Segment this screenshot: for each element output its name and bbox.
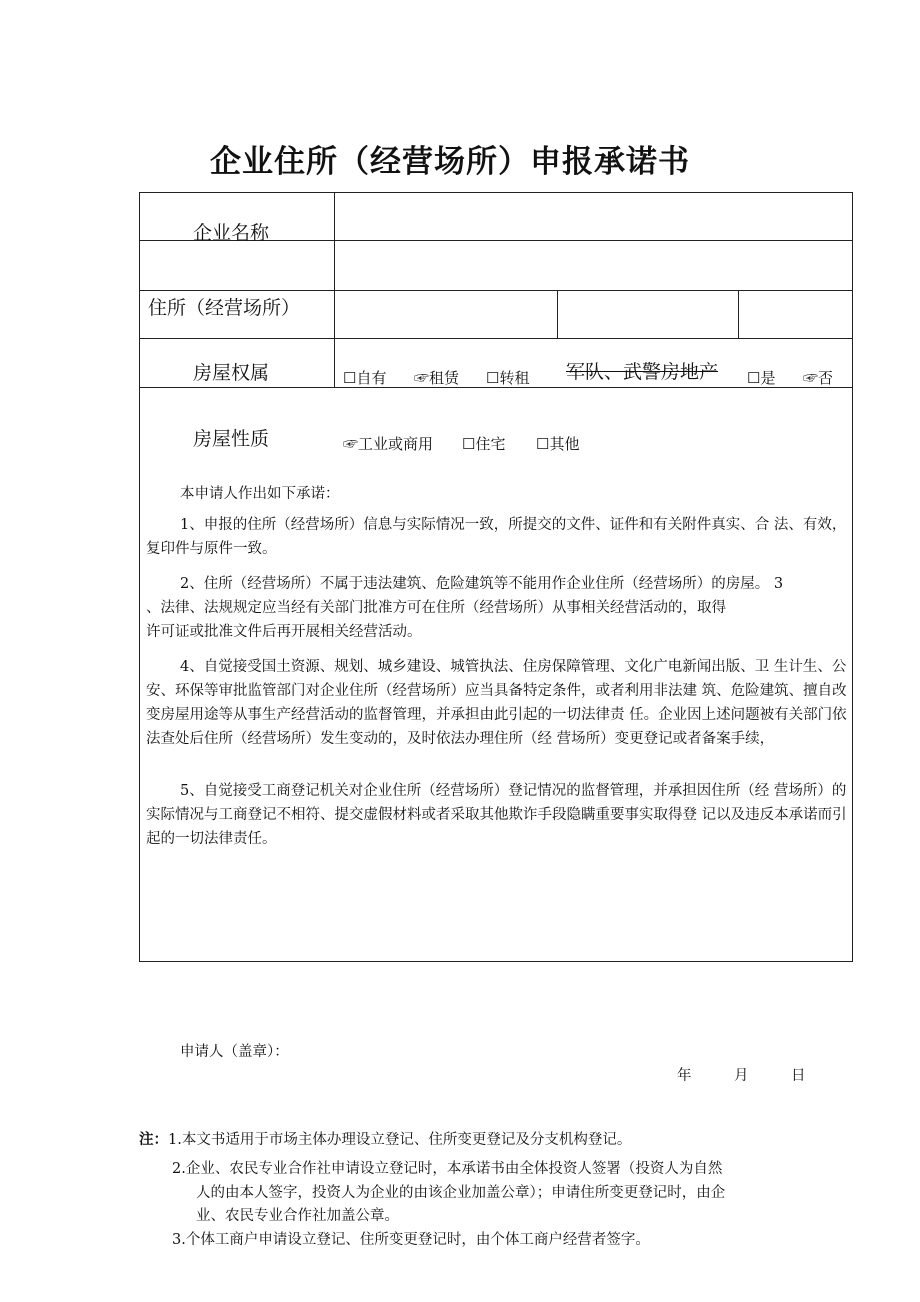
ownership-option-sublease[interactable]: ☐转租 xyxy=(486,369,530,387)
row-divider xyxy=(139,290,853,291)
statement-item-3: 、法律、法规规定应当经有关部门批准方可在住所（经营场所）从事相关经营活动的，取得 xyxy=(146,600,726,616)
company-name-label: 企业名称 xyxy=(193,222,270,244)
date-year: 年 xyxy=(677,1068,692,1084)
address-field-1[interactable] xyxy=(340,294,552,334)
address-field-2[interactable] xyxy=(562,294,734,334)
note-prefix: 注： xyxy=(139,1131,168,1148)
statement-item-2: 2、住所（经营场所）不属于违法建筑、危险建筑等不能用作企业住所（经营场所）的房屋。 3 xyxy=(180,576,784,592)
note-1-text: 1.本文书适用于市场主体办理设立登记、住所变更登记及分支机构登记。 xyxy=(168,1132,632,1148)
military-property-label: 军队、武警房地产 xyxy=(566,361,719,383)
note-2-line-3: 业、农民专业合作社加盖公章。 xyxy=(196,1208,399,1224)
nature-commercial-label: 工业或商用 xyxy=(358,435,434,453)
note-3: 3.个体工商户申请设立登记、住所变更登记时，由个体工商户经营者签字。 xyxy=(172,1232,650,1248)
company-name-field[interactable] xyxy=(340,196,848,236)
statement-item-1: 1、申报的住所（经营场所）信息与实际情况一致，所提交的文件、证件和有关附件真实、合 法、有效，复印件与原件一致。 xyxy=(146,517,847,557)
statement-item-3-cont: 许可证或批准文件后再开展相关经营活动。 xyxy=(146,624,422,640)
note-2-line-1: 2.企业、农民专业合作社申请设立登记时，本承诺书由全体投资人签署（投资人为自然 xyxy=(172,1161,723,1177)
column-divider xyxy=(557,290,558,338)
date-day: 日 xyxy=(791,1068,806,1084)
address-field-3[interactable] xyxy=(743,294,849,334)
nature-option-other[interactable]: ☐其他 xyxy=(536,435,580,453)
military-option-no[interactable]: ☞否 xyxy=(803,369,834,387)
statement-item-5: 5、自觉接受工商登记机关对企业住所（经营场所）登记情况的监督管理，并承担因住所（经 营场所）的实际情况与工商登记不相符、提交虚假材料或者采取其他欺诈手段隐瞒重要事实取得登 记以及违反本承诺而引起的一切法律责任。 xyxy=(146,783,847,847)
ownership-lease-label: 租赁 xyxy=(429,369,460,387)
ownership-owned-label: 自有 xyxy=(356,369,387,387)
ownership-option-owned[interactable]: ☐自有 xyxy=(343,369,387,387)
statement-intro: 本申请人作出如下承诺： xyxy=(180,486,340,502)
address-label: 住所（经营场所） xyxy=(148,297,301,319)
nature-option-residential[interactable]: ☐住宅 xyxy=(462,435,506,453)
nature-other-label: 其他 xyxy=(549,435,580,453)
note-1 xyxy=(139,1128,631,1149)
nature-option-commercial[interactable]: ☞工业或商用 xyxy=(343,435,434,453)
row-divider xyxy=(139,338,853,339)
nature-label: 房屋性质 xyxy=(193,428,270,450)
applicant-label: 申请人（盖章）： xyxy=(180,1044,289,1060)
column-divider xyxy=(334,192,335,387)
date-month: 月 xyxy=(734,1068,749,1084)
note-2-line-2: 人的由本人签字，投资人为企业的由该企业加盖公章）；申请住所变更登记时，由企 xyxy=(196,1185,726,1201)
military-option-yes[interactable]: ☐是 xyxy=(747,369,776,387)
military-yes-label: 是 xyxy=(760,369,776,387)
column-divider xyxy=(738,290,739,338)
nature-residential-label: 住宅 xyxy=(475,435,506,453)
statement-item-4: 4、自觉接受国土资源、规划、城乡建设、城管执法、住房保障管理、文化广电新闻出版、卫 生计生、公安、环保等审批监管部门对企业住所（经营场所）应当具备特定条件，或者利用非法建 筑、危险建筑、擅自改变房屋用途等从事生产经营活动的监督管理，并承担由此引起的一切法律责 任。企业因上述问题被有关部门依法查处后住所（经营场所）发生变动的，及时依法办理住所（经 营场所）变更登记或者备案手续， xyxy=(146,659,847,747)
ownership-sublease-label: 转租 xyxy=(499,369,530,387)
page-title: 企业住所（经营场所）申报承诺书 xyxy=(210,144,690,180)
ownership-option-lease[interactable]: ☞租赁 xyxy=(414,369,460,387)
military-no-label: 否 xyxy=(818,369,834,387)
ownership-label: 房屋权属 xyxy=(193,362,270,384)
